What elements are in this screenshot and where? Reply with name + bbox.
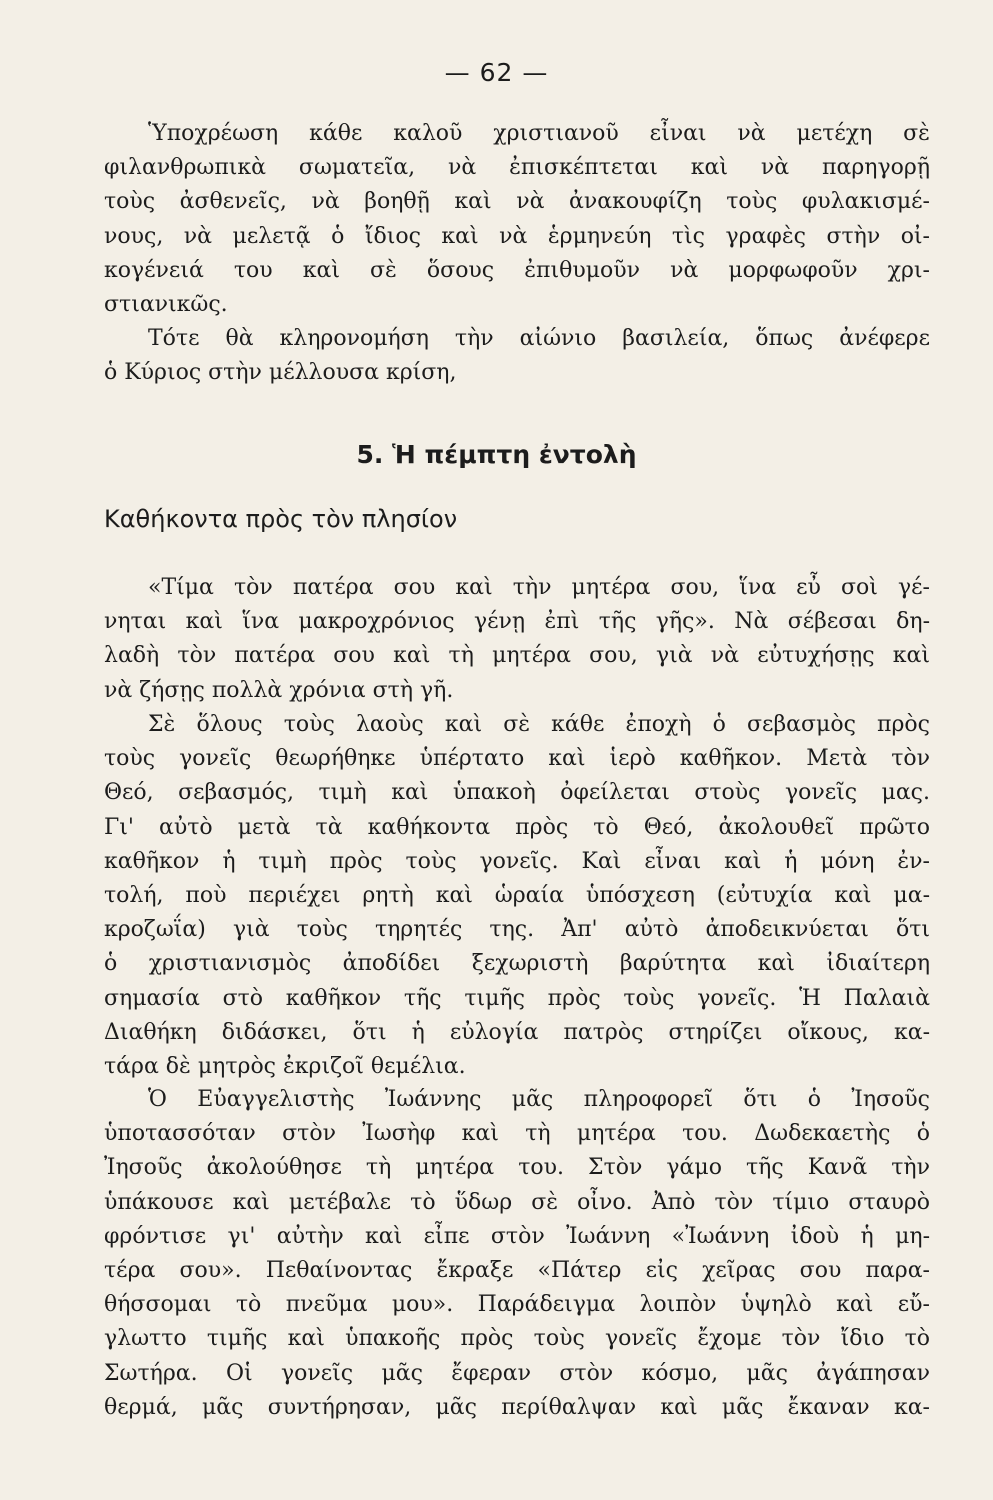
text-line: Ὑποχρέωση κάθε καλοῦ χριστιανοῦ εἶναι νὰ μετέχη σὲ (148, 121, 930, 146)
text-line: ὁ Κύριος στὴν μέλλουσα κρίση, (104, 360, 457, 386)
text-line: τολή, ποὺ περιέχει ρητὴ καὶ ὡραία ὑπόσχεση (εὐτυχία καὶ μα- (104, 882, 930, 908)
paragraph-inheritance (104, 322, 930, 390)
text-line: Διαθήκη διδάσκει, ὅτι ἡ εὐλογία πατρὸς στηρίζει οἴκους, κα- (104, 1019, 930, 1045)
text-line: Ἰησοῦς ἀκολούθησε τὴ μητέρα του. Στὸν γάμο τῆς Κανᾶ τὴν (104, 1155, 930, 1181)
paragraph-jesus-example (104, 1083, 930, 1425)
section-heading: 5. Ἡ πέμπτη ἐντολὴ (356, 440, 637, 469)
subheading: Καθήκοντα πρὸς τὸν πλησίον (104, 505, 458, 533)
text-line: ὑπάκουσε καὶ μετέβαλε τὸ ὕδωρ σὲ οἶνο. Ἀπὸ τὸν τίμιο σταυρὸ (104, 1189, 930, 1215)
page-number: — 62 — (444, 58, 549, 87)
text-line: νὰ ζήσῃς πολλὰ χρόνια στὴ γῆ. (104, 677, 454, 703)
text-line: Ὁ Εὐαγγελιστὴς Ἰωάννης μᾶς πληροφορεῖ ὅτι ὁ Ἰησοῦς (148, 1087, 930, 1112)
text-line: θήσσομαι τὸ πνεῦμα μου». Παράδειγμα λοιπὸν ὑψηλὸ καὶ εὔ- (104, 1292, 930, 1318)
text-line: γλωττο τιμῆς καὶ ὑπακοῆς πρὸς τοὺς γονεῖς ἔχομε τὸν ἴδιο τὸ (104, 1326, 930, 1352)
text-line: στιανικῶς. (104, 291, 228, 317)
text-line: τοὺς γονεῖς θεωρήθηκε ὑπέρτατο καὶ ἱερὸ καθῆκον. Μετὰ τὸν (104, 746, 930, 772)
text-line: Θεό, σεβασμός, τιμὴ καὶ ὑπακοὴ ὀφείλεται στοὺς γονεῖς μας. (104, 780, 930, 806)
text-line: τάρα δὲ μητρὸς ἐκριζοῖ θεμέλια. (104, 1053, 466, 1079)
paragraph-respect-parents (104, 708, 930, 1084)
text-line: κροζωΐα) γιὰ τοὺς τηρητές της. Ἀπ' αὐτὸ ἀποδεικνύεται ὅτι (104, 917, 930, 943)
text-line: Γι' αὐτὸ μετὰ τὰ καθήκοντα πρὸς τὸ Θεό, ἀκολουθεῖ πρῶτο (104, 814, 930, 840)
text-line: τέρα σου». Πεθαίνοντας ἔκραξε «Πάτερ εἰς χεῖρας σου παρα- (104, 1257, 930, 1283)
text-line: Σωτήρα. Οἱ γονεῖς μᾶς ἔφεραν στὸν κόσμο, μᾶς ἀγάπησαν (104, 1360, 930, 1386)
text-line: ὑποτασσόταν στὸν Ἰωσὴφ καὶ τὴ μητέρα του. Δωδεκαετὴς ὁ (104, 1121, 930, 1147)
paragraph-christian-duties (104, 117, 930, 322)
text-line: σημασία στὸ καθῆκον τῆς τιμῆς πρὸς τοὺς γονεῖς. Ἡ Παλαιὰ (104, 985, 930, 1011)
text-line: τοὺς ἀσθενεῖς, νὰ βοηθῇ καὶ νὰ ἀνακουφίζη τοὺς φυλακισμέ- (104, 189, 930, 215)
paragraph-commandment-quote (104, 571, 930, 708)
text-line: λαδὴ τὸν πατέρα σου καὶ τὴ μητέρα σου, γιὰ νὰ εὐτυχήσῃς καὶ (104, 643, 930, 669)
text-line: φρόντισε γι' αὐτὴν καὶ εἶπε στὸν Ἰωάννη «Ἰωάννη ἰδοὺ ἡ μη- (104, 1223, 930, 1249)
text-line: Τότε θὰ κληρονομήση τὴν αἰώνιο βασιλεία, ὅπως ἀνέφερε (148, 326, 930, 351)
text-line: ὁ χριστιανισμὸς ἀποδίδει ξεχωριστὴ βαρύτητα καὶ ἰδιαίτερη (104, 951, 930, 977)
text-line: Σὲ ὅλους τοὺς λαοὺς καὶ σὲ κάθε ἐποχὴ ὁ σεβασμὸς πρὸς (148, 712, 930, 737)
text-line: φιλανθρωπικὰ σωματεῖα, νὰ ἐπισκέπτεται καὶ νὰ παρηγορῇ (104, 155, 930, 181)
text-line: νηται καὶ ἵνα μακροχρόνιος γένῃ ἐπὶ τῆς γῆς». Νὰ σέβεσαι δη- (104, 609, 930, 635)
text-line: «Τίμα τὸν πατέρα σου καὶ τὴν μητέρα σου, ἵνα εὖ σοὶ γέ- (148, 575, 930, 600)
text-line: καθῆκον ἡ τιμὴ πρὸς τοὺς γονεῖς. Καὶ εἶναι καὶ ἡ μόνη ἐν- (104, 848, 930, 874)
text-line: κογένειά του καὶ σὲ ὅσους ἐπιθυμοῦν νὰ μορφωφοῦν χρι- (104, 257, 930, 283)
text-line: θερμά, μᾶς συντήρησαν, μᾶς περίθαλψαν καὶ μᾶς ἔκαναν κα- (104, 1394, 930, 1420)
text-line: νους, νὰ μελετᾷ ὁ ἴδιος καὶ νὰ ἑρμηνεύη τὶς γραφὲς στὴν οἰ- (104, 223, 930, 249)
